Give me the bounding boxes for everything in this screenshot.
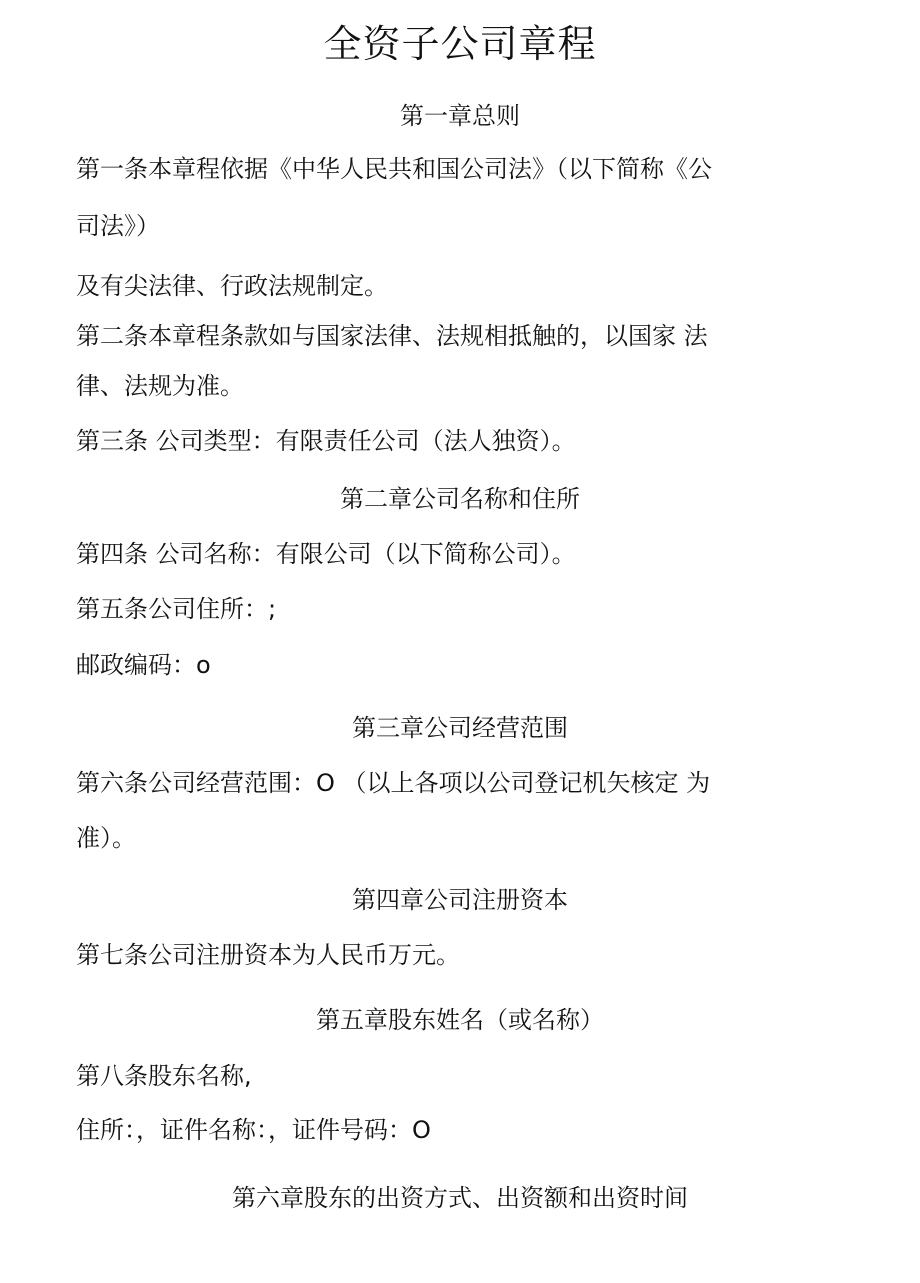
chapter-6-heading: 第六章股东的出资方式、出资额和出资时间 (232, 1184, 688, 1212)
article-7: 第七条公司注册资本为人民币万元。 (76, 941, 460, 969)
article-1-line-2: 司法》） (76, 212, 160, 240)
chapter-2-heading: 第二章公司名称和住所 (340, 485, 580, 513)
article-8-line-1: 第八条股东名称, (76, 1062, 252, 1090)
article-8-line-2: 住所：，证件名称：，证件号码：O (76, 1116, 431, 1144)
article-4: 第四条 公司名称：有限公司（以下简称公司）。 (76, 540, 576, 568)
article-3: 第三条 公司类型：有限责任公司（法人独资）。 (76, 427, 576, 455)
chapter-1-heading: 第一章总则 (400, 102, 520, 130)
chapter-4-heading: 第四章公司注册资本 (352, 886, 568, 914)
article-5-line-2: 邮政编码：o (76, 651, 211, 679)
article-1-line-1: 第一条本章程依据《中华人民共和国公司法》（以下简称《公 (76, 155, 712, 183)
article-6-line-2: 准）。 (76, 824, 136, 852)
document-title: 全资子公司章程 (323, 22, 597, 66)
article-1-line-3: 及有尖法律、行政法规制定。 (76, 272, 388, 300)
chapter-5-heading: 第五章股东姓名（或名称） (316, 1006, 604, 1034)
article-2-line-1: 第二条本章程条款如与国家法律、法规相抵触的，以国家 法 (76, 322, 708, 350)
article-5-line-1: 第五条公司住所：; (76, 595, 277, 623)
article-6-line-1: 第六条公司经营范围：O （以上各项以公司登记机矢核定 为 (76, 769, 711, 797)
article-2-line-2: 律、法规为准。 (76, 372, 244, 400)
chapter-3-heading: 第三章公司经营范围 (352, 714, 568, 742)
